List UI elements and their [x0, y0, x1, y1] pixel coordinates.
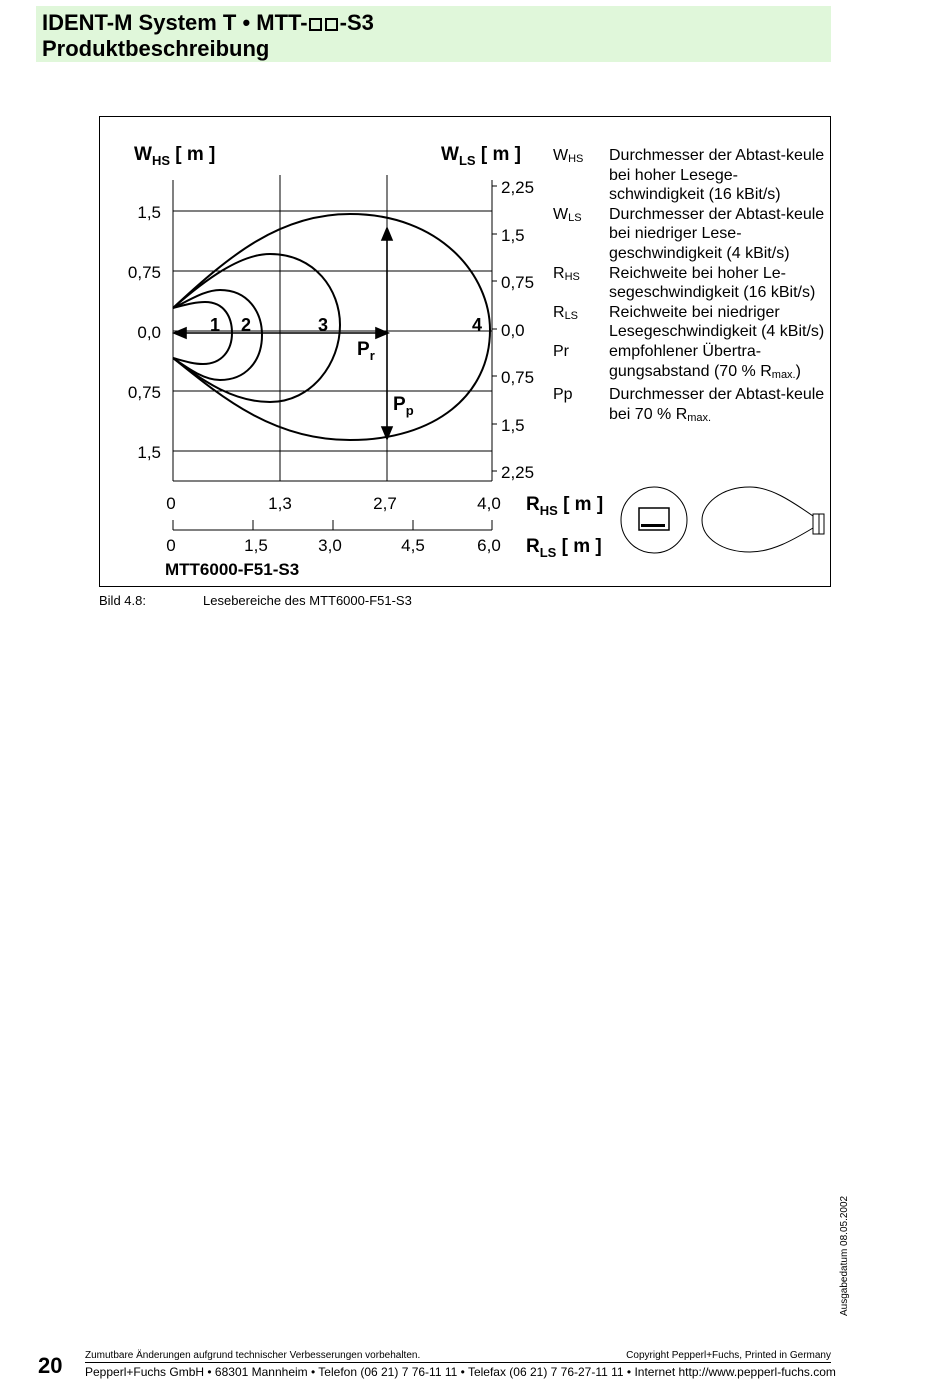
- whs-tick-label: 1,5: [137, 203, 161, 222]
- model-label: MTT6000-F51-S3: [165, 560, 300, 579]
- curve-label-1: 1: [210, 315, 221, 335]
- issue-date: Ausgabedatum 08.05.2002: [839, 1195, 850, 1316]
- curve-label-3: 3: [318, 315, 329, 335]
- legend-item: Pr empfohlener Übertra-gungsabstand (70 % $R_{max.}$): [553, 342, 801, 381]
- wls-tick-label: 1,5: [501, 416, 525, 435]
- page-number: 20: [38, 1353, 63, 1378]
- footer-divider: [85, 1362, 831, 1363]
- figure-caption-text: Lesebereiche des MTT6000-F51-S3: [203, 593, 412, 608]
- wls-tick-label: 2,25: [501, 463, 535, 482]
- rhs-tick-label: 2,7: [373, 494, 397, 513]
- pp-label: $P_p$: [393, 394, 414, 418]
- axis-wls-label: $W_{LS}$ [ m ]: [441, 144, 521, 168]
- figure-caption-number: Bild 4.8:: [99, 593, 146, 608]
- legend-item: Pp Durchmesser der Abtast-keule bei 70 % $R_{max.}$: [553, 386, 825, 424]
- curve-label-4: 4: [472, 315, 483, 335]
- legend-item: $W_{HS}$ Durchmesser der Abtast-keule bei hoher Lesege-schwindigkeit (16 kBit/s): [553, 147, 825, 204]
- curve-label-2: 2: [241, 315, 252, 335]
- footer-disclaimer: Zumutbare Änderungen aufgrund technischer Verbesserungen vorbehalten.: [85, 1350, 421, 1361]
- whs-tick-label: 1,5: [137, 443, 161, 462]
- rhs-tick-label: 0: [166, 494, 176, 513]
- legend-item: $R_{HS}$ Reichweite bei hoher Le-segeschwindigkeit (16 kBit/s): [553, 264, 816, 302]
- range-curve-3: [173, 254, 340, 402]
- whs-tick-label: 0,75: [127, 263, 161, 282]
- arrow-left-icon: [174, 328, 186, 338]
- axis-rhs-label: $R_{HS}$ [ m ]: [526, 494, 604, 518]
- rhs-tick-label: 4,0: [477, 494, 501, 513]
- wls-tick-label: 2,25: [501, 178, 535, 197]
- wls-tick-label: 0,75: [501, 368, 535, 387]
- page-subtitle: Produktbeschreibung: [42, 36, 270, 61]
- axis-whs-label: $W_{HS}$ [ m ]: [134, 144, 216, 168]
- wls-tick-label: 0,75: [501, 273, 535, 292]
- rls-tick-label: 4,5: [401, 536, 425, 555]
- wls-tick-label: 1,5: [501, 226, 525, 245]
- tag-front-icon: [621, 487, 687, 553]
- rhs-tick-label: 1,3: [268, 494, 292, 513]
- legend: [553, 146, 829, 428]
- reading-lobe-icon: [702, 487, 824, 552]
- rls-tick-label: 6,0: [477, 536, 501, 555]
- page-title: IDENT-M System T • MTT- -S3: [42, 10, 374, 35]
- legend-item: $W_{LS}$ Durchmesser der Abtast-keule bei niedriger Lese-geschwindigkeit (4 kBit/s): [553, 205, 825, 262]
- rls-tick-label: 3,0: [318, 536, 342, 555]
- range-curve-4: [173, 214, 490, 440]
- footer-copyright: Copyright Pepperl+Fuchs, Printed in Germany: [626, 1350, 831, 1361]
- whs-tick-label: 0,75: [127, 383, 161, 402]
- rls-tick-label: 0: [166, 536, 176, 555]
- arrow-up-icon: [382, 228, 392, 240]
- axis-rls-label: $R_{LS}$ [ m ]: [526, 536, 602, 560]
- rls-tick-label: 1,5: [244, 536, 268, 555]
- pr-label: $P_r$: [357, 339, 375, 363]
- whs-tick-label: 0,0: [137, 323, 161, 342]
- wls-tick-label: 0,0: [501, 321, 525, 340]
- legend-item: $R_{LS}$ Reichweite bei niedriger Lesegeschwindigkeit (4 kBit/s): [553, 303, 825, 341]
- footer-address: Pepperl+Fuchs GmbH • 68301 Mannheim • Telefon (06 21) 7 76-11 11 • Telefax (06 21) 7 76-27-11 11 • Internet http://www.pepperl-fuchs.com: [85, 1365, 836, 1379]
